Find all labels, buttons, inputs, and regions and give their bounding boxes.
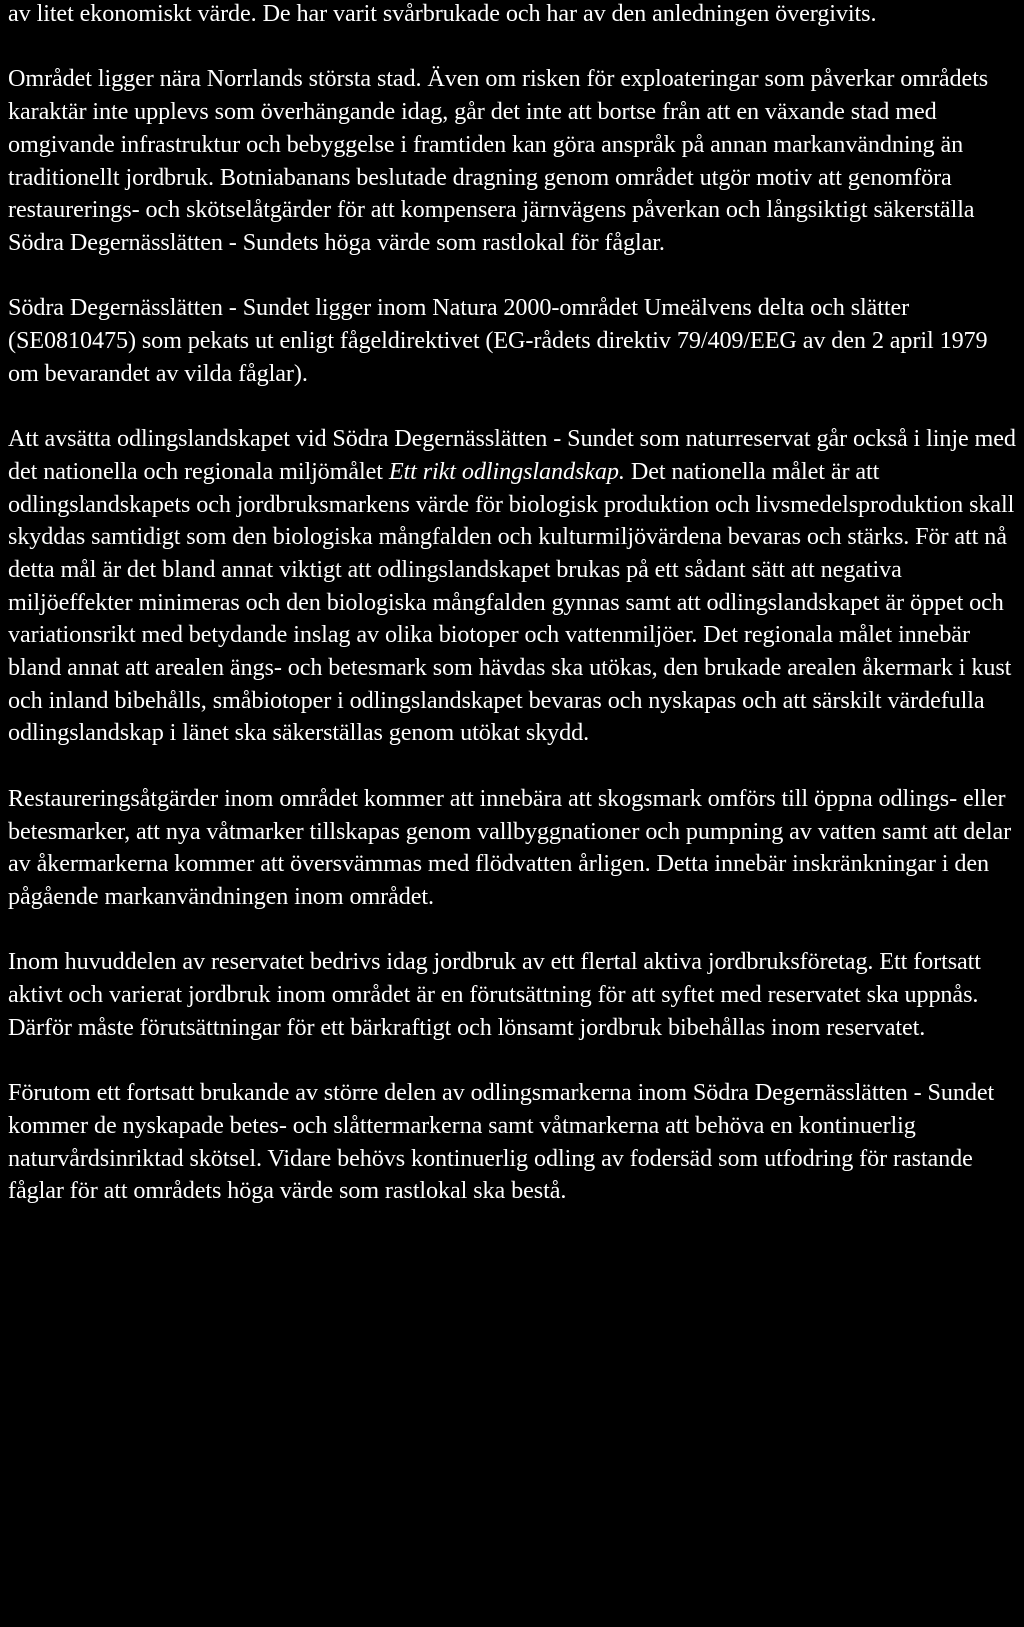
- paragraph-7: Förutom ett fortsatt brukande av större delen av odlingsmarkerna inom Södra Degernässlätten - Sundet kommer de nyskapade betes- och slåttermarkerna samt våtmarkerna att behöva en kontinuerlig naturvårdsinriktad skötsel. Vidare behövs kontinuerlig odling av fodersäd som utfodring för rastande fåglar för att områdets höga värde som rastlokal ska bestå.: [8, 1079, 995, 1205]
- paragraph-2: Området ligger nära Norrlands största stad. Även om risken för exploateringar som påverkar områdets karaktär inte upplevs som överhängande idag, går det inte att bortse från att en växande stad med omgivande infrastruktur och bebyggelse i framtiden kan göra anspråk på annan markanvändning än traditionellt jordbruk. Botniabanans beslutade dragning genom området utgör motiv att genomföra restaurerings- och skötselåtgärder för att kompensera järnvägens påverkan och långsiktigt säkerställa Södra Degernässlätten - Sundets höga värde som rastlokal för fåglar.: [8, 65, 989, 256]
- paragraph-4-text-start: Att avsätta odlingslandskapet vid Södra Degernässlätten - Sundet som naturreservat går också i linje med det nationella och regionala miljömålet: [8, 425, 1016, 485]
- paragraph-1: av litet ekonomiskt värde. De har varit svårbrukade och har av den anledningen övergivits.: [8, 0, 877, 27]
- document-page: [8, 0, 1020, 1241]
- paragraph-4: [8, 423, 1020, 750]
- paragraph-5: Restaureringsåtgärder inom området kommer att innebära att skogsmark omförs till öppna odlings- eller betesmarker, att nya våtmarker tillskapas genom vallbyggnationer och pumpning av vatten samt att delar av åkermarkerna kommer att översvämmas med flödvatten årligen. Detta innebär inskränkningar i den pågående markanvändningen inom området.: [8, 784, 1012, 910]
- paragraph-3: Södra Degernässlätten - Sundet ligger inom Natura 2000-området Umeälvens delta och slätter (SE0810475) som pekats ut enligt fågeldirektivet (EG-rådets direktiv 79/409/EEG av den 2 april 1979 om bevarandet av vilda fåglar).: [8, 294, 988, 387]
- paragraph-6: Inom huvuddelen av reservatet bedrivs idag jordbruk av ett flertal aktiva jordbruksföretag. Ett fortsatt aktivt och varierat jordbruk inom området är en förutsättning för att syftet med reservatet ska uppnås. Därför måste förutsättningar för ett bärkraftigt och lönsamt jordbruk bibehållas inom reservatet.: [8, 948, 981, 1041]
- paragraph-4-text-end: Det nationella målet är att odlingslandskapets och jordbruksmarkens värde för biologisk produktion och livsmedelsproduktion skall skyddas samtidigt som den biologiska mångfalden och kulturmiljövärdena bevaras och stärks. För att nå detta mål är det bland annat viktigt att odlingslandskapet brukas på ett sådant sätt att negativa miljöeffekter minimeras och den biologiska mångfalden gynnas samt att odlingslandskapet är öppet och variationsrikt med betydande inslag av olika biotoper och vattenmiljöer. Det regionala målet innebär bland annat att arealen ängs- och betesmark som hävdas ska utökas, den brukade arealen åkermark i kust och inland bibehålls, småbiotoper i odlingslandskapet bevaras och nyskapas och att särskilt värdefulla odlingslandskap i länet ska säkerställas genom utökat skydd.: [8, 457, 1015, 747]
- paragraph-4-italic-goal: Ett rikt odlingslandskap.: [388, 457, 625, 485]
